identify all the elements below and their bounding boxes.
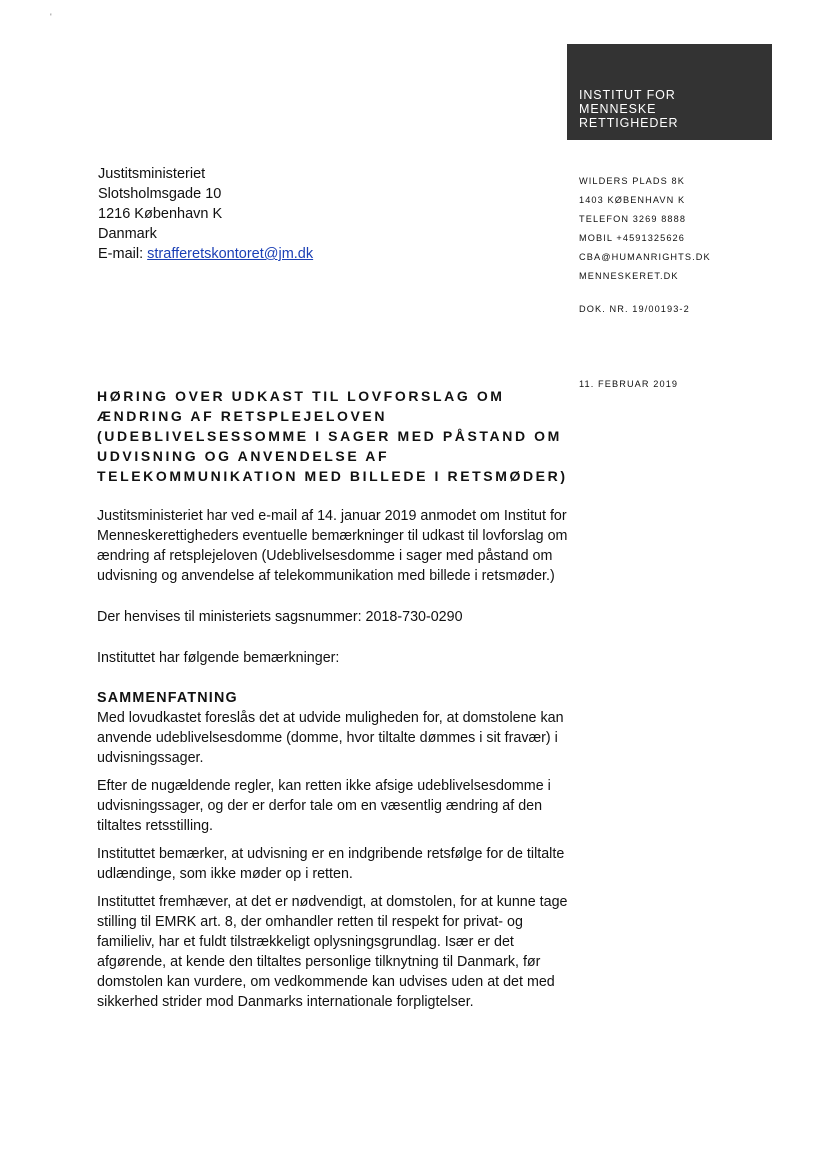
scan-mark: ' bbox=[50, 12, 52, 22]
document-number: DOK. NR. 19/00193-2 bbox=[579, 304, 690, 314]
body-paragraph: Efter de nugældende regler, kan retten ikke afsige udeblivelsesdomme i udvisningssager, og der er derfor tale om en væsentlig ændring af den tiltaltes retsstilling. bbox=[97, 778, 551, 834]
recipient-street: Slotsholmsgade 10 bbox=[98, 186, 222, 202]
logo-line: MENNESKE bbox=[579, 102, 657, 116]
recipient-country: Danmark bbox=[98, 226, 157, 242]
sender-contact bbox=[579, 172, 711, 286]
logo-line: INSTITUT FOR bbox=[579, 88, 676, 102]
logo-line: RETTIGHEDER bbox=[579, 116, 679, 130]
intro-paragraph: Justitsministeriet har ved e-mail af 14. januar 2019 anmodet om Institut for Menneskerettigheders eventuelle bemærkninger til udkast til lovforslag om ændring af retsplejeloven (Udeblivelsesdomme i sager med påstand om udvisning og anvendelse af telekommunikation med billede i retsmøder.) bbox=[97, 508, 568, 584]
sender-city-line: 1403 KØBENHAVN K bbox=[579, 195, 686, 205]
title-line: ÆNDRING AF RETSPLEJELOVEN bbox=[97, 408, 388, 424]
body-paragraph: Instituttet bemærker, at udvisning er en indgribende retsfølge for de tiltalte udlændinge, som ikke møder op i retten. bbox=[97, 846, 565, 882]
reference-paragraph: Der henvises til ministeriets sagsnummer: 2018-730-0290 bbox=[97, 609, 463, 625]
body-paragraph: Med lovudkastet foreslås det at udvide muligheden for, at domstolene kan anvende udeblivelsesdomme (domme, hvor tiltalte dømmes i sit fravær) i udvisningssager. bbox=[97, 710, 564, 766]
recipient-email-row bbox=[98, 244, 313, 264]
letter-body bbox=[97, 506, 575, 1012]
sender-website-line[interactable]: MENNESKERET.DK bbox=[579, 271, 679, 281]
institute-logo bbox=[567, 44, 772, 140]
sender-phone-line: TELEFON 3269 8888 bbox=[579, 214, 687, 224]
sender-mobile-line: MOBIL +4591325626 bbox=[579, 233, 685, 243]
title-line: HØRING OVER UDKAST TIL LOVFORSLAG OM bbox=[97, 388, 505, 404]
remarks-intro: Instituttet har følgende bemærkninger: bbox=[97, 650, 340, 666]
body-paragraph: Instituttet fremhæver, at det er nødvendigt, at domstolen, for at kunne tage stilling til EMRK art. 8, der omhandler retten til respekt for privat- og familieliv, har et fuldt tilstrækkeligt oplysningsgrundlag. Især er det afgørende, at kende den tiltaltes personlige tilknytning til Danmark, før domstolen kan vurdere, om vedkommende kan udvises uden at det med sikkerhed strider mod Danmarks internationale forpligtelser. bbox=[97, 894, 568, 1010]
email-label: E-mail: bbox=[98, 246, 144, 262]
recipient-name: Justitsministeriet bbox=[98, 166, 206, 182]
sender-address-line: WILDERS PLADS 8K bbox=[579, 176, 685, 186]
letter-date: 11. FEBRUAR 2019 bbox=[579, 379, 679, 389]
title-line: UDVISNING OG ANVENDELSE AF bbox=[97, 448, 390, 464]
email-link[interactable]: strafferetskontoret@jm.dk bbox=[147, 246, 314, 262]
sender-email-line[interactable]: CBA@HUMANRIGHTS.DK bbox=[579, 252, 711, 262]
section-heading: SAMMENFATNING bbox=[97, 690, 238, 706]
recipient-city: 1216 København K bbox=[98, 206, 223, 222]
letter-title bbox=[97, 386, 567, 486]
recipient-address bbox=[98, 164, 313, 264]
title-line: (UDEBLIVELSESSOMME I SAGER MED PÅSTAND OM bbox=[97, 428, 562, 444]
title-line: TELEKOMMUNIKATION MED BILLEDE I RETSMØDER) bbox=[97, 468, 568, 484]
